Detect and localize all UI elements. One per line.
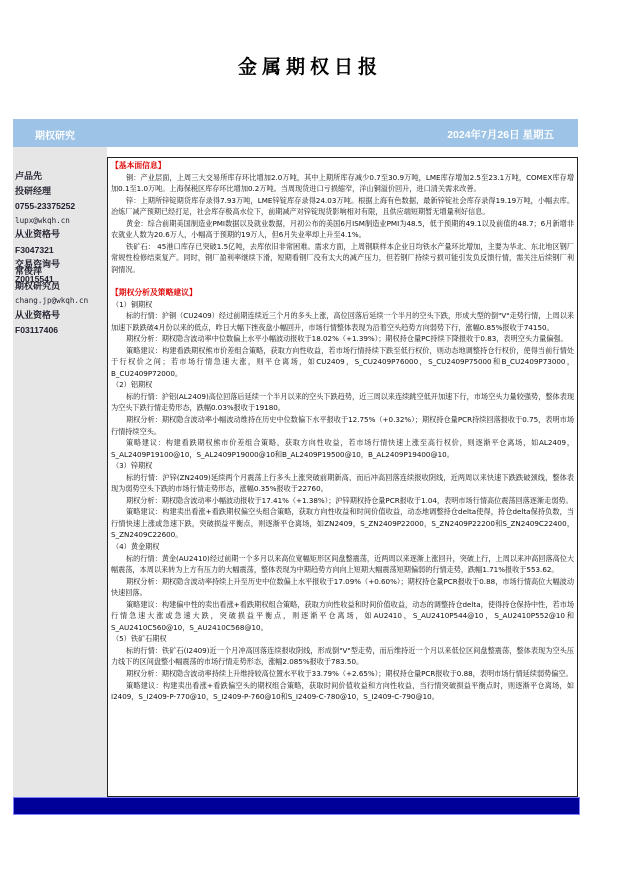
author-card bbox=[15, 265, 88, 338]
copper-strategy: 策略建议：构建看跌期权熊市价差组合策略，获取方向性收益，若市场行情持续下跌至低行权价，则动态地调整持仓行权价，使得当前行情处于行权价之间；若市场行情急速大涨，则平仓离场，如CU2409，S_CU2409P76000，S_CU2409P75000和B_CU2409P73000，B_CU2409P72000。 bbox=[111, 345, 574, 378]
fundamentals-iron-ore: 铁矿石： 45港口库存已突破1.5亿吨，去库依旧非常困难。需求方面，上周钢联样本企业日均铁水产量环比增加，主要为华北、东北地区钢厂常规性检修结束复产。同时，钢厂盈利率继续下滑，短期看钢厂没有太大的减产压力，但若钢厂持续亏损可能引发负反馈行情，需关注后续钢厂利润情况。 bbox=[111, 241, 574, 274]
copper-option-title: （1）铜期权 bbox=[112, 299, 153, 309]
consult-label: 交易咨询号 bbox=[15, 259, 61, 270]
section-label: 期权研究 bbox=[35, 131, 75, 142]
iron-ore-strategy: 策略建议：构建卖出看涨+看跌偏空头的期权组合策略，获取时间价值收益和方向性收益，当行情突破损益平衡点时，则逐渐平仓离场，如I2409，S_I2409-P-770@10，S_I2409-P-760@10和S_I2409-C-780@10，S_I2409-C-790@10。 bbox=[111, 680, 574, 702]
fundamentals-copper: 铜：产业层面，上周三大交易所库存环比增加2.0万吨，其中上期所库存减少0.7至30.9万吨，LME库存增加2.5至23.1万吨，COMEX库存增加0.1至1.0万吨。上海保税区库存环比增加0.2万吨。当周现货进口亏损缩窄，洋山铜溢价回升，进口清关需求改善。 bbox=[111, 172, 574, 194]
qualification-number: F3047321 bbox=[15, 244, 54, 255]
report-date: 2024年7月26日 星期五 bbox=[447, 129, 554, 141]
gold-strategy: 策略建议：构建偏中性的卖出看涨+看跌期权组合策略，获取方向性收益和时间价值收益，动态的调整持仓delta，使得持仓保持中性，若市场行情急速大涨或急速大跌，突破损益平衡点，则逐渐平仓离场，如AU2410，S_AU2410P544@10，S_AU2410P552@10和S_AU2410C560@10，S_AU2410C568@10。 bbox=[111, 599, 574, 632]
qualification-number: F03117406 bbox=[15, 325, 59, 336]
report-body bbox=[107, 157, 578, 797]
iron-ore-option-title: （5）铁矿石期权 bbox=[112, 634, 167, 644]
aluminum-option-analysis: 期权分析：期权隐含波动率小幅波动维持在历史中位数偏下水平报收于12.75%（+0.32%）；期权持仓量PCR持续回落报收于0.75，表明市场行情持续空头。 bbox=[111, 414, 574, 436]
header-bar bbox=[13, 119, 578, 147]
author-role: 投研经理 bbox=[15, 186, 52, 197]
fundamentals-gold: 黄金：综合前期美国制造业PMI数据以及就业数据，月初公布的美国6月ISM制造业PMI为48.5，低于预期的49.1以及前值的48.7；6月新增非农就业人数为20.6万人，小幅高于预期的19万人，但6月失业率却上升至4.1%。 bbox=[111, 218, 574, 240]
gold-market: 标的行情：黄金(AU2410)经过前期一个多月以来高位宽幅矩形区间盘整震荡，近两周以来逐渐上涨回升，突破上行，上周以来冲高回落高位大幅震荡，本周以来转为上方有压力的大幅震荡，整体表现为中期趋势方向向上短期大幅震荡短期偏弱的行情走势，跌幅1.71%报收于553.62。 bbox=[111, 553, 575, 575]
copper-option-analysis: 期权分析：期权隐含波动率中位数偏上水平小幅波动报收于18.02%（+1.39%）；期权持仓量PC持续下降报收于0.83，表明空头力量偏强。 bbox=[126, 334, 568, 344]
fundamentals-heading: 【基本面信息】 bbox=[111, 161, 166, 170]
gold-option-title: （4）黄金期权 bbox=[112, 542, 160, 551]
author-email[interactable]: chang.jp@wkqh.cn bbox=[15, 296, 89, 306]
report-title: 金属期权日报 bbox=[237, 56, 382, 78]
author-role: 期权研究员 bbox=[15, 281, 61, 292]
author-sidebar bbox=[13, 147, 107, 797]
qualification-label: 从业资格号 bbox=[15, 230, 61, 241]
copper-market: 标的行情：沪铜（CU2409）经过前期连续近三个月的多头上涨，高位回落后延续一个半月的空头下跌，形成大型的倒"V"走势行情，上周以来加速下跌跌破4月份以来的低点，昨日大幅下挫夜盘小幅回升，市场行情整体表现为沿着空头趋势方向弱势下行，涨幅0.85%报收于74150。 bbox=[111, 311, 574, 332]
analysis-heading: 【期权分析及策略建议】 bbox=[111, 287, 197, 297]
footer-bar bbox=[13, 797, 580, 815]
aluminum-option-title: （2）铝期权 bbox=[112, 380, 153, 390]
consult-number: Z0015541 bbox=[15, 274, 54, 285]
gold-option-analysis: 期权分析：期权隐含波动率持续上升至历史中位数偏上水平报收于17.09%（+0.60%）；期权持仓量PCR报收于0.88，市场行情高位大幅波动快速回落。 bbox=[111, 576, 574, 598]
iron-ore-market: 标的行情：铁矿石(I2409)近一个月冲高回落连续报收阴线，形成倒"V"型走势，而后维持近一个月以来低位区间盘整震荡，整体表现为空头压力线下的区间盘整小幅震荡的市场行情走势形态，涨幅2.085%报收于783.50。 bbox=[111, 645, 574, 667]
author-name: 常俊萍 bbox=[15, 267, 43, 277]
iron-ore-option-analysis: 期权分析：期权隐含波动率持续上升维持较高位置水平收于33.79%（+2.65%）；期权持仓量PCR报收于0.88，表明市场行情延续弱势偏空。 bbox=[126, 669, 573, 679]
zinc-option-title: （3）锌期权 bbox=[112, 461, 153, 471]
aluminum-market: 标的行情：沪铝(AL2409)高位回落后延续一个半月以来的空头下跌趋势，近三周以来连续跳空低开加速下行，市场空头力量较强势，整体表现为空头下跌行情走势形态，跌幅0.03%报收于19180。 bbox=[111, 391, 574, 413]
author-name: 卢品先 bbox=[15, 172, 43, 182]
author-phone: 0755-23375252 bbox=[15, 201, 76, 212]
zinc-option-analysis: 期权分析：期权隐含波动率小幅波动报收于17.41%（+1.38%）；沪锌期权持仓量PCR报收于1.04，表明市场行情高位震荡回落逐渐走弱势。 bbox=[126, 495, 573, 505]
zinc-market: 标的行情：沪锌(ZN2409)延续两个月震荡上行多头上涨突破前期新高，而后冲高回落连续报收阴线，近两周以来快速下跌跌破颈线，整体表现为弱势空头下跌的市场行情走势形态，涨幅0.35%报收于22760。 bbox=[111, 472, 574, 494]
fundamentals-zinc: 锌：上期所锌锭期货库存录得7.93万吨，LME锌锭库存录得24.03万吨。根据上海有色数据，最新锌锭社会库存录得19.19万吨，小幅去库。冶炼厂减产预期已经打足，社会库存极高水位下，前期减产对锌锭现货影响相对有限，且供应端短期暂无增量利好信息。 bbox=[111, 195, 574, 217]
aluminum-strategy: 策略建议：构建看跌期权熊市价差组合策略，获取方向性收益，若市场行情快速上涨至高行权价，则逐渐平仓离场，如AL2409，S_AL2409P19100@10，S_AL2409P19000@10和B_AL2409P19500@10，B_AL2409P19400@10。 bbox=[111, 438, 574, 459]
qualification-label: 从业资格号 bbox=[15, 310, 61, 321]
zinc-strategy: 策略建议：构建卖出看涨+看跌期权偏空头组合策略，获取方向性收益和时间价值收益，动态地调整持仓delta使得，持仓delta保持负数，当行情快速上涨或急速下跌，突破损益平衡点，则逐渐平仓离场，如ZN2409，S_ZN2409P22000，S_ZN2409P22200和S_ZN2409C22400，S_ZN2409C22600。 bbox=[111, 507, 574, 540]
author-email[interactable]: lupx@wkqh.cn bbox=[15, 215, 70, 225]
